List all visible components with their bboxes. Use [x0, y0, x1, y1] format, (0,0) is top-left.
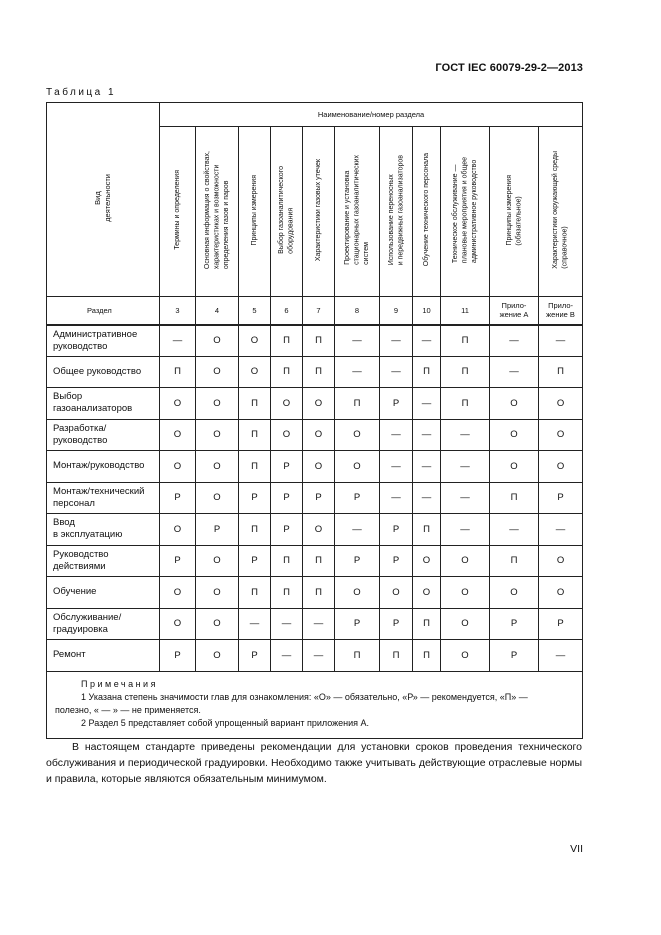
significance-cell: О — [196, 482, 239, 514]
significance-cell: О — [539, 545, 583, 577]
section-number: 10 — [413, 297, 441, 325]
table-row — [47, 482, 583, 514]
significance-cell: — — [380, 451, 413, 483]
significance-cell: О — [271, 388, 303, 420]
significance-cell: О — [160, 577, 196, 609]
column-header-cell — [490, 127, 539, 297]
significance-cell: О — [160, 451, 196, 483]
significance-cell: — — [413, 325, 441, 357]
significance-cell: О — [335, 577, 380, 609]
activity-label: Монтаж/технический персонал — [47, 482, 160, 514]
section-number: 7 — [303, 297, 335, 325]
significance-cell: Р — [239, 482, 271, 514]
significance-cell: — — [539, 640, 583, 672]
significance-cell: — — [539, 325, 583, 357]
activity-label: Руководство действиями — [47, 545, 160, 577]
significance-cell: Р — [239, 545, 271, 577]
section-number: 3 — [160, 297, 196, 325]
significance-cell: П — [271, 325, 303, 357]
activity-label: Административное руководство — [47, 325, 160, 357]
column-header: Принципы измерения — [250, 174, 258, 246]
column-header-cell — [196, 127, 239, 297]
significance-cell: О — [196, 545, 239, 577]
significance-cell: О — [335, 451, 380, 483]
significance-cell: — — [335, 325, 380, 357]
significance-cell: — — [539, 514, 583, 546]
significance-cell: Р — [380, 514, 413, 546]
column-header-cell — [539, 127, 583, 297]
section-number: Прило- жение В — [539, 297, 583, 325]
section-numbers-row — [47, 297, 583, 325]
significance-cell: П — [490, 545, 539, 577]
significance-cell: О — [539, 451, 583, 483]
section-number: 9 — [380, 297, 413, 325]
column-header-cell — [441, 127, 490, 297]
activity-label: Монтаж/руководство — [47, 451, 160, 483]
body-paragraph-text: В настоящем стандарте приведены рекомендации для установки сроков проведения технического обслуживания и периодической градуировки. Необходимо также учитывать действующие отраслевые нормы и правила, которые являются обязательным минимумом. — [46, 741, 582, 785]
significance-cell: Р — [160, 640, 196, 672]
significance-cell: Р — [196, 514, 239, 546]
significance-cell: П — [239, 514, 271, 546]
column-header-cell — [413, 127, 441, 297]
significance-cell: П — [271, 545, 303, 577]
activity-label: Обслуживание/ градуировка — [47, 608, 160, 640]
section-number: 5 — [239, 297, 271, 325]
significance-cell: — — [413, 419, 441, 451]
significance-cell: — — [160, 325, 196, 357]
table-row — [47, 451, 583, 483]
significance-cell: О — [539, 419, 583, 451]
significance-cell: — — [380, 482, 413, 514]
significance-cell: О — [196, 577, 239, 609]
group-header: Наименование/номер раздела — [160, 103, 583, 127]
section-number: 11 — [441, 297, 490, 325]
activity-header: Вид деятельности — [93, 174, 112, 222]
significance-cell: О — [539, 388, 583, 420]
significance-cell: О — [196, 608, 239, 640]
column-header: Обучение технического персонала — [422, 153, 430, 267]
significance-cell: О — [441, 640, 490, 672]
section-number: Прило- жение А — [490, 297, 539, 325]
table-row — [47, 608, 583, 640]
note-2: 2 Раздел 5 представляет собой упрощенный вариант приложения А. — [81, 717, 370, 728]
significance-cell: П — [239, 451, 271, 483]
significance-cell: — — [303, 608, 335, 640]
activity-label: Разработка/ руководство — [47, 419, 160, 451]
activity-label: Ремонт — [47, 640, 160, 672]
column-header-cell — [335, 127, 380, 297]
significance-cell: О — [441, 608, 490, 640]
document-id: ГОСТ IEC 60079-29-2—2013 — [435, 62, 583, 74]
significance-cell: Р — [303, 482, 335, 514]
significance-cell: П — [303, 356, 335, 388]
significance-cell: Р — [380, 545, 413, 577]
significance-cell: Р — [271, 482, 303, 514]
column-header: Термины и определения — [173, 170, 181, 250]
table-row — [47, 545, 583, 577]
body-paragraph — [46, 739, 582, 787]
significance-cell: П — [441, 325, 490, 357]
significance-cell: О — [196, 356, 239, 388]
significance-cell: О — [160, 419, 196, 451]
table-row — [47, 640, 583, 672]
note-1: 1 Указана степень значимости глав для ознакомления: «О» — обязательно, «Р» — рекомендуется, «П» — — [81, 691, 528, 702]
table-row — [47, 388, 583, 420]
significance-cell: — — [271, 608, 303, 640]
significance-cell: П — [303, 545, 335, 577]
significance-cell: О — [303, 514, 335, 546]
significance-cell: О — [196, 325, 239, 357]
significance-cell: О — [303, 419, 335, 451]
activity-label: Ввод в эксплуатацию — [47, 514, 160, 546]
significance-cell: — — [413, 482, 441, 514]
significance-cell: — — [380, 325, 413, 357]
section-number: 8 — [335, 297, 380, 325]
column-header: Основная информация о свойствах, характеристиках и возможности определения газов и паров — [203, 150, 230, 270]
table-row — [47, 577, 583, 609]
table-row — [47, 514, 583, 546]
table-caption: Таблица 1 — [46, 87, 117, 98]
column-header-cell — [239, 127, 271, 297]
significance-cell: О — [303, 388, 335, 420]
significance-cell: — — [303, 640, 335, 672]
significance-cell: — — [441, 419, 490, 451]
significance-cell: Р — [271, 451, 303, 483]
significance-cell: Р — [239, 640, 271, 672]
significance-cell: О — [160, 388, 196, 420]
significance-cell: П — [380, 640, 413, 672]
significance-cell: О — [441, 545, 490, 577]
significance-cell: — — [380, 356, 413, 388]
column-header: Характеристики окружающей среды (справочное) — [552, 151, 569, 269]
column-header: Характеристики газовых утечек — [314, 158, 322, 262]
significance-cell: П — [271, 356, 303, 388]
significance-cell: П — [239, 577, 271, 609]
significance-cell: О — [160, 514, 196, 546]
section-number: 6 — [271, 297, 303, 325]
column-header-cell — [160, 127, 196, 297]
significance-cell: П — [441, 356, 490, 388]
section-label: Раздел — [47, 297, 160, 325]
table-row — [47, 419, 583, 451]
significance-cell: — — [239, 608, 271, 640]
significance-cell: П — [303, 325, 335, 357]
column-header: Техническое обслуживание — плановые мероприятия и общее административное руководство — [451, 156, 478, 264]
significance-cell: О — [271, 419, 303, 451]
significance-cell: — — [335, 356, 380, 388]
column-header: Использование переносных и передвижных газоанализаторов — [387, 154, 404, 266]
significance-cell: П — [490, 482, 539, 514]
significance-cell: О — [196, 451, 239, 483]
significance-cell: — — [490, 325, 539, 357]
significance-cell: Р — [335, 545, 380, 577]
notes-title: Примечания — [81, 678, 158, 689]
significance-cell: — — [413, 451, 441, 483]
significance-cell: Р — [271, 514, 303, 546]
activity-label: Обучение — [47, 577, 160, 609]
column-header: Принципы измерения (обязательное) — [505, 174, 522, 246]
significance-cell: О — [196, 419, 239, 451]
significance-cell: О — [335, 419, 380, 451]
significance-cell: П — [271, 577, 303, 609]
column-header: Выбор газоаналитического оборудования — [278, 166, 295, 254]
significance-cell: О — [490, 577, 539, 609]
significance-cell: П — [303, 577, 335, 609]
activity-label: Выбор газоанализаторов — [47, 388, 160, 420]
significance-cell: О — [239, 325, 271, 357]
requirements-table — [46, 102, 583, 739]
significance-cell: О — [490, 451, 539, 483]
page-number: VII — [570, 843, 583, 855]
significance-cell: О — [441, 577, 490, 609]
significance-cell: О — [380, 577, 413, 609]
significance-cell: П — [413, 608, 441, 640]
significance-cell: П — [335, 388, 380, 420]
significance-cell: Р — [335, 608, 380, 640]
significance-cell: Р — [160, 545, 196, 577]
significance-cell: Р — [539, 482, 583, 514]
significance-cell: П — [239, 419, 271, 451]
section-number: 4 — [196, 297, 239, 325]
significance-cell: — — [441, 451, 490, 483]
significance-cell: — — [335, 514, 380, 546]
significance-cell: Р — [160, 482, 196, 514]
significance-cell: О — [413, 577, 441, 609]
significance-cell: О — [539, 577, 583, 609]
significance-cell: П — [239, 388, 271, 420]
table-row — [47, 325, 583, 357]
column-header: Проектирование и установка стационарных газоаналитических систем — [343, 155, 370, 265]
significance-cell: О — [196, 388, 239, 420]
significance-cell: О — [490, 388, 539, 420]
significance-cell: — — [380, 419, 413, 451]
significance-cell: — — [441, 482, 490, 514]
significance-cell: — — [490, 514, 539, 546]
significance-cell: Р — [380, 608, 413, 640]
significance-cell: — — [413, 388, 441, 420]
significance-cell: О — [196, 640, 239, 672]
column-header-cell — [303, 127, 335, 297]
activity-label: Общее руководство — [47, 356, 160, 388]
significance-cell: П — [539, 356, 583, 388]
significance-cell: Р — [490, 608, 539, 640]
significance-cell: П — [441, 388, 490, 420]
significance-cell: — — [441, 514, 490, 546]
significance-cell: — — [271, 640, 303, 672]
note-1-continued: полезно, « — » — не применяется. — [55, 704, 201, 715]
significance-cell: О — [413, 545, 441, 577]
column-header-cell — [380, 127, 413, 297]
significance-cell: — — [490, 356, 539, 388]
significance-cell: П — [413, 640, 441, 672]
significance-cell: О — [490, 419, 539, 451]
significance-cell: О — [160, 608, 196, 640]
significance-cell: Р — [539, 608, 583, 640]
column-header-cell — [271, 127, 303, 297]
significance-cell: Р — [490, 640, 539, 672]
significance-cell: О — [239, 356, 271, 388]
table-notes — [47, 671, 583, 738]
significance-cell: Р — [335, 482, 380, 514]
significance-cell: П — [413, 514, 441, 546]
significance-cell: Р — [380, 388, 413, 420]
significance-cell: П — [413, 356, 441, 388]
activity-header-cell — [47, 103, 160, 297]
significance-cell: О — [303, 451, 335, 483]
significance-cell: П — [335, 640, 380, 672]
significance-cell: П — [160, 356, 196, 388]
table-row — [47, 356, 583, 388]
